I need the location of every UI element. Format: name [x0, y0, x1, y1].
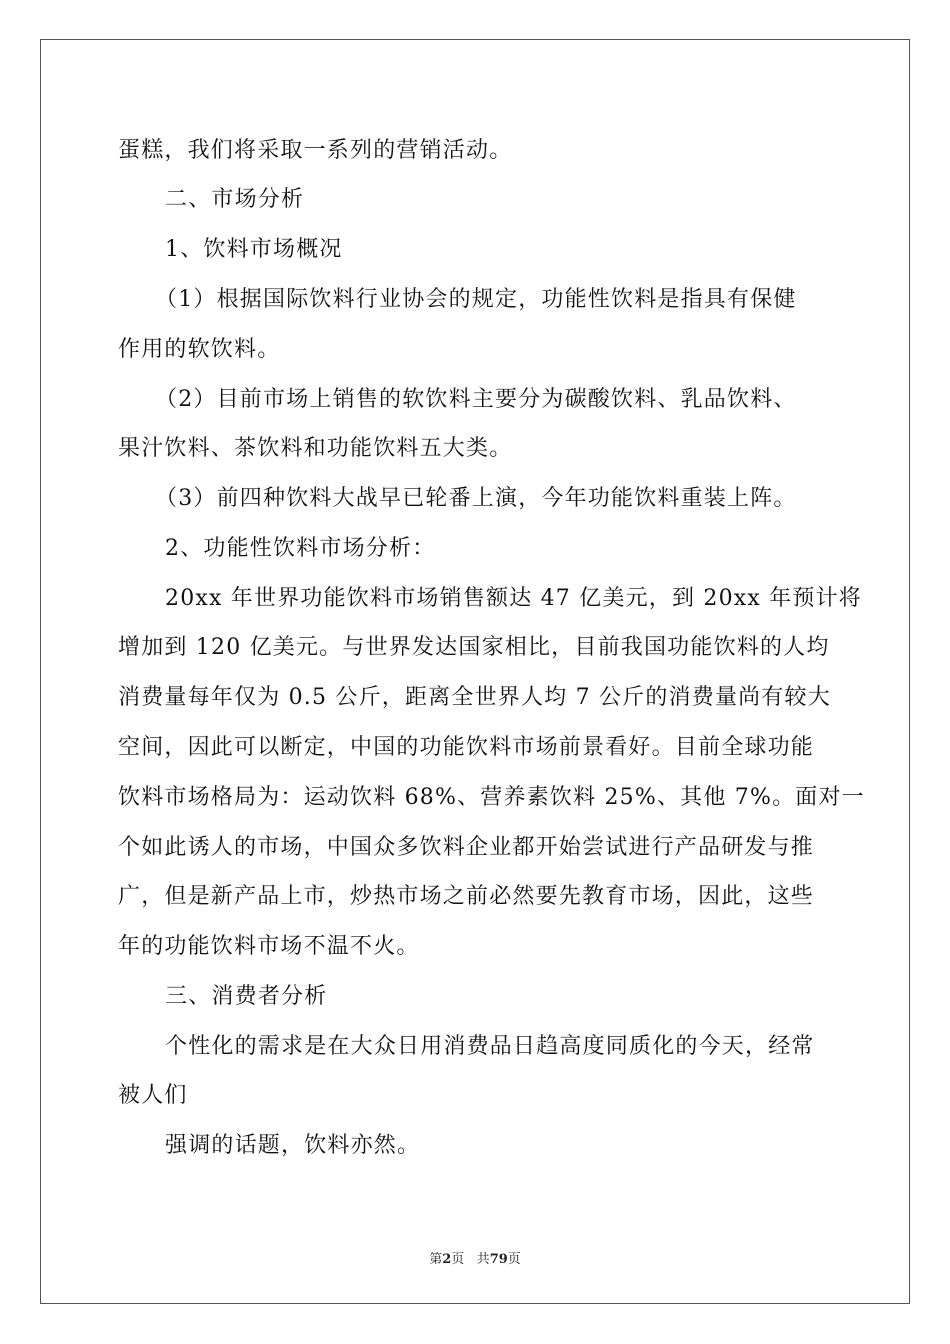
text-line: 被人们 — [118, 1083, 188, 1108]
section-heading: 二、市场分析 — [165, 187, 305, 212]
text-line: 消费量每年仅为 0.5 公斤，距离全世界人均 7 公斤的消费量尚有较大 — [118, 685, 831, 710]
text-line: 强调的话题，饮料亦然。 — [165, 1133, 421, 1158]
footer-total-prefix: 共 — [476, 1252, 490, 1267]
text-line: 20xx 年世界功能饮料市场销售额达 47 亿美元，到 20xx 年预计将 — [165, 586, 862, 611]
text-line: （1）根据国际饮料行业协会的规定，功能性饮料是指具有保健 — [155, 287, 797, 312]
text-line: 个如此诱人的市场，中国众多饮料企业都开始尝试进行产品研发与推 — [118, 835, 815, 860]
footer-page-suffix: 页 — [451, 1252, 465, 1267]
page-footer — [0, 1248, 950, 1267]
footer-total-suffix: 页 — [507, 1252, 521, 1267]
text-line: 年的功能饮料市场不温不火。 — [118, 934, 420, 959]
text-line: （3）前四种饮料大战早已轮番上演，今年功能饮料重装上阵。 — [155, 486, 797, 511]
text-line: 作用的软饮料。 — [118, 337, 281, 362]
page-border — [40, 39, 910, 1304]
text-line: 饮料市场格局为：运动饮料 68%、营养素饮料 25%、其他 7%。面对一 — [118, 785, 865, 810]
subsection-heading: 2、功能性饮料市场分析： — [165, 536, 436, 561]
total-pages: 79 — [489, 1252, 508, 1267]
text-line: 增加到 120 亿美元。与世界发达国家相比，目前我国功能饮料的人均 — [118, 635, 830, 660]
text-line: 果汁饮料、茶饮料和功能饮料五大类。 — [118, 436, 513, 461]
subsection-heading: 1、饮料市场概况 — [165, 237, 343, 262]
text-line: 广，但是新产品上市，炒热市场之前必然要先教育市场，因此，这些 — [118, 884, 815, 909]
text-line: 空间，因此可以断定，中国的功能饮料市场前景看好。目前全球功能 — [118, 735, 815, 760]
text-line: （2）目前市场上销售的软饮料主要分为碳酸饮料、乳品饮料、 — [155, 387, 797, 412]
footer-prefix: 第 — [429, 1252, 443, 1267]
text-line: 个性化的需求是在大众日用消费品日趋高度同质化的今天，经常 — [165, 1034, 815, 1059]
page-number: 2 — [442, 1252, 452, 1267]
text-line: 蛋糕，我们将采取一系列的营销活动。 — [118, 138, 513, 163]
section-heading: 三、消费者分析 — [165, 984, 328, 1009]
